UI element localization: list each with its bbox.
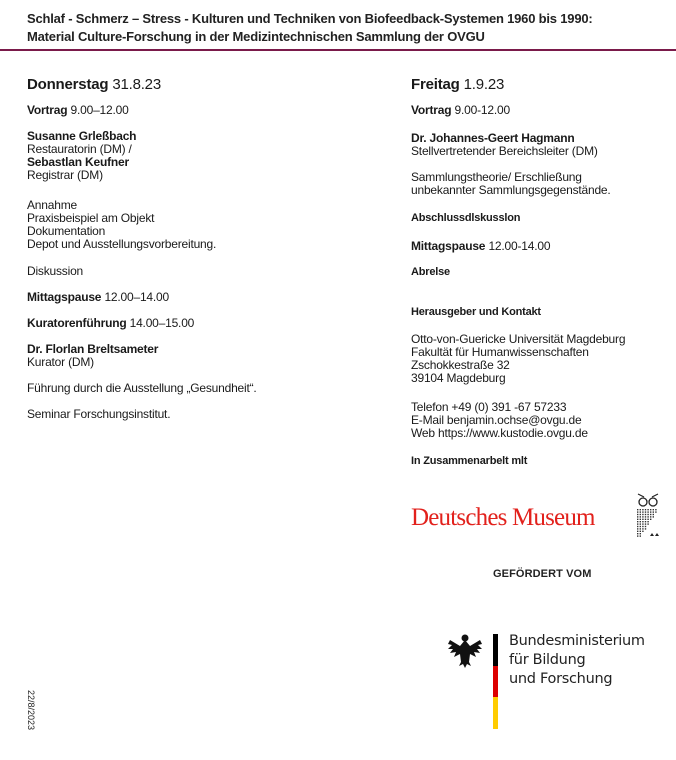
contact-details (411, 401, 671, 440)
ministry-line: Bundesministerium (509, 633, 645, 649)
curator-block (27, 343, 367, 369)
flag-gold (493, 697, 498, 729)
speaker-name: Dr. Florlan Breltsameter (27, 342, 159, 356)
lunch-time: 12.00-14.00 (488, 239, 551, 253)
ministry-line: für Bildung (509, 652, 586, 668)
flag-red (493, 666, 498, 698)
topic-item: Praxisbeispiel am Objekt (27, 211, 155, 225)
friday-heading (411, 76, 671, 94)
speaker-role: Registrar (DM) (27, 168, 103, 182)
date-stamp: 22/8/2023 (26, 690, 36, 731)
funded-by-label: GEFÖRDERT VOM (493, 568, 592, 580)
partner-name: Deutsches Museum (411, 504, 595, 531)
vortrag-time: 9.00–12.00 (70, 103, 129, 117)
lunch-item (27, 291, 367, 304)
tour-time: 14.00–15.00 (129, 316, 195, 330)
header-divider (0, 49, 676, 51)
topic-line: unbekannter Sammlungsgegenstände. (411, 183, 611, 197)
federal-eagle-icon (446, 632, 484, 672)
title-line-2: Material Culture-Forschung in der Medizintechnischen Sammlung der OVGU (27, 29, 485, 44)
topics-block (27, 199, 367, 251)
lunch-label: Mittagspause (27, 290, 102, 304)
vortrag-item (411, 104, 671, 117)
bmbf-logo (446, 632, 656, 732)
topic-item: Dokumentation (27, 224, 106, 238)
contact-heading: Herausgeber und Kontakt (411, 306, 541, 318)
tour-description: Führung durch die Ausstellung „Gesundheit“. (27, 381, 257, 395)
lunch-label: Mittagspause (411, 239, 486, 253)
title-line-1: Schlaf - Schmerz – Stress - Kulturen und Techniken von Biofeedback-Systemen 1960 bis 1990: (27, 11, 593, 26)
topic-block (411, 171, 671, 197)
vortrag-time: 9.00-12.00 (454, 103, 510, 117)
departure: Abrelse (411, 266, 450, 278)
vortrag-label: Vortrag (411, 103, 452, 117)
ministry-line: und Forschung (509, 671, 613, 687)
topic-item: Annahme (27, 198, 77, 212)
discussion-item: Diskussion (27, 264, 84, 278)
day-name: Donnerstag (27, 76, 109, 93)
vortrag-label: Vortrag (27, 103, 68, 117)
speaker-name: Dr. Johannes-Geert Hagmann (411, 131, 575, 145)
topic-line: Sammlungstheorie/ Erschließung (411, 170, 582, 184)
speaker-name: Susanne Grleßbach (27, 129, 137, 143)
owl-icon (633, 490, 663, 542)
thursday-heading (27, 76, 367, 94)
address-line: Otto-von-Guericke Universität Magdeburg (411, 332, 626, 346)
friday-column (411, 76, 671, 468)
speaker-block (411, 132, 671, 158)
day-name: Freitag (411, 76, 460, 93)
speakers-block (27, 130, 367, 182)
web-link[interactable]: Web https://www.kustodie.ovgu.de (411, 426, 588, 440)
lunch-time: 12.00–14.00 (104, 290, 169, 304)
day-date: 31.8.23 (112, 76, 161, 93)
speaker-name: Sebastlan Keufner (27, 155, 129, 169)
ministry-name (509, 632, 645, 689)
page-header (27, 10, 667, 46)
lunch-item (411, 240, 671, 253)
final-discussion: Abschlussdlskusslon (411, 212, 521, 224)
email-link[interactable]: E-Mail benjamin.ochse@ovgu.de (411, 413, 582, 427)
speaker-role: Restauratorin (DM) / (27, 142, 132, 156)
address-line: Fakultät für Humanwissenschaften (411, 345, 589, 359)
address-block (411, 333, 671, 385)
flag-black (493, 634, 498, 666)
address-line: 39104 Magdeburg (411, 371, 506, 385)
tour-item (27, 317, 367, 330)
day-date: 1.9.23 (463, 76, 505, 93)
speaker-role: Stellvertretender Bereichsleiter (DM) (411, 144, 598, 158)
tour-label: Kuratorenführung (27, 316, 127, 330)
german-flag-bar (493, 634, 498, 729)
seminar-text: Seminar Forschungsinstitut. (27, 407, 171, 421)
deutsches-museum-logo (411, 490, 666, 545)
topic-item: Depot und Ausstellungsvorbereitung. (27, 237, 217, 251)
thursday-column (27, 76, 367, 434)
vortrag-item (27, 104, 367, 117)
cooperation-label: In Zusammenarbelt mlt (411, 455, 528, 467)
phone: Telefon +49 (0) 391 -67 57233 (411, 400, 567, 414)
speaker-role: Kurator (DM) (27, 355, 94, 369)
address-line: Zschokkestraße 32 (411, 358, 510, 372)
